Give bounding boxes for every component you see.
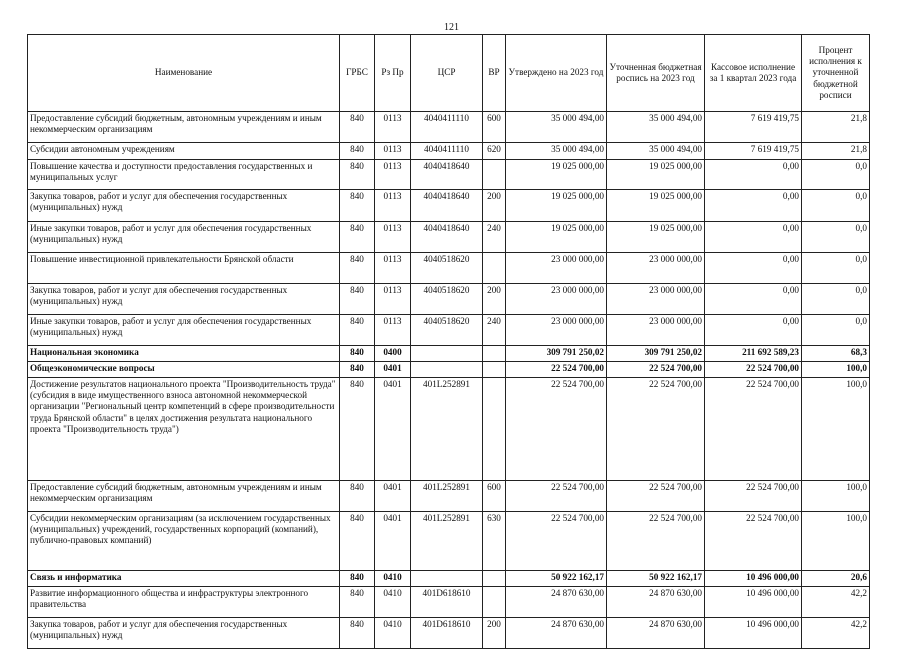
cell-approved: 35 000 494,00 <box>506 112 607 143</box>
cell-grbs: 840 <box>340 284 375 315</box>
table-row <box>28 481 870 512</box>
cell-csr: 401D618610 <box>411 587 483 618</box>
cell-refined: 35 000 494,00 <box>607 112 705 143</box>
cell-csr: 4040411110 <box>411 112 483 143</box>
table-row <box>28 571 870 587</box>
cell-vr: 620 <box>483 143 506 160</box>
cell-refined: 23 000 000,00 <box>607 253 705 284</box>
cell-refined: 309 791 250,02 <box>607 346 705 362</box>
cell-percent: 20,6 <box>802 571 870 587</box>
cell-name: Иные закупки товаров, работ и услуг для обеспечения государственных (муниципальных) нужд <box>28 315 340 346</box>
cell-refined: 35 000 494,00 <box>607 143 705 160</box>
cell-grbs: 840 <box>340 315 375 346</box>
cell-rzpr: 0113 <box>375 315 411 346</box>
cell-executed: 22 524 700,00 <box>705 378 802 481</box>
cell-approved: 19 025 000,00 <box>506 160 607 190</box>
cell-name: Предоставление субсидий бюджетным, автономным учреждениям и иным некоммерческим организациям <box>28 481 340 512</box>
table-row <box>28 284 870 315</box>
cell-name: Общеэкономические вопросы <box>28 362 340 378</box>
cell-percent: 42,2 <box>802 618 870 649</box>
table-row <box>28 222 870 253</box>
cell-grbs: 840 <box>340 112 375 143</box>
cell-refined: 50 922 162,17 <box>607 571 705 587</box>
cell-approved: 24 870 630,00 <box>506 587 607 618</box>
table-row <box>28 512 870 571</box>
cell-name: Национальная экономика <box>28 346 340 362</box>
cell-vr: 600 <box>483 481 506 512</box>
cell-refined: 19 025 000,00 <box>607 190 705 222</box>
cell-csr: 401L252891 <box>411 481 483 512</box>
cell-percent: 0,0 <box>802 315 870 346</box>
cell-vr: 240 <box>483 222 506 253</box>
cell-vr: 200 <box>483 284 506 315</box>
cell-percent: 100,0 <box>802 378 870 481</box>
cell-approved: 35 000 494,00 <box>506 143 607 160</box>
cell-rzpr: 0410 <box>375 587 411 618</box>
cell-executed: 0,00 <box>705 315 802 346</box>
header-name: Наименование <box>28 35 340 112</box>
cell-approved: 309 791 250,02 <box>506 346 607 362</box>
cell-executed: 10 496 000,00 <box>705 587 802 618</box>
cell-rzpr: 0410 <box>375 571 411 587</box>
cell-csr: 4040518620 <box>411 253 483 284</box>
cell-executed: 7 619 419,75 <box>705 112 802 143</box>
cell-rzpr: 0113 <box>375 143 411 160</box>
cell-rzpr: 0401 <box>375 512 411 571</box>
cell-refined: 23 000 000,00 <box>607 315 705 346</box>
cell-vr: 200 <box>483 190 506 222</box>
cell-rzpr: 0400 <box>375 346 411 362</box>
cell-grbs: 840 <box>340 190 375 222</box>
header-approved: Утверждено на 2023 год <box>506 35 607 112</box>
cell-csr: 4040518620 <box>411 315 483 346</box>
cell-percent: 21,8 <box>802 143 870 160</box>
table-row <box>28 378 870 481</box>
cell-csr: 4040418640 <box>411 190 483 222</box>
cell-grbs: 840 <box>340 618 375 649</box>
cell-grbs: 840 <box>340 481 375 512</box>
cell-rzpr: 0113 <box>375 112 411 143</box>
cell-executed: 7 619 419,75 <box>705 143 802 160</box>
cell-name: Повышение качества и доступности предоставления государственных и муниципальных услуг <box>28 160 340 190</box>
header-grbs: ГРБС <box>340 35 375 112</box>
cell-refined: 22 524 700,00 <box>607 362 705 378</box>
table-row <box>28 143 870 160</box>
table-row <box>28 315 870 346</box>
cell-grbs: 840 <box>340 362 375 378</box>
cell-csr: 401L252891 <box>411 378 483 481</box>
cell-executed: 211 692 589,23 <box>705 346 802 362</box>
header-percent: Процент исполнения к уточненной бюджетной росписи <box>802 35 870 112</box>
cell-executed: 0,00 <box>705 190 802 222</box>
cell-percent: 0,0 <box>802 160 870 190</box>
cell-approved: 22 524 700,00 <box>506 481 607 512</box>
cell-rzpr: 0401 <box>375 362 411 378</box>
cell-rzpr: 0113 <box>375 222 411 253</box>
cell-name: Иные закупки товаров, работ и услуг для обеспечения государственных (муниципальных) нужд <box>28 222 340 253</box>
cell-rzpr: 0113 <box>375 284 411 315</box>
cell-csr: 4040418640 <box>411 222 483 253</box>
cell-grbs: 840 <box>340 571 375 587</box>
cell-vr <box>483 160 506 190</box>
cell-approved: 23 000 000,00 <box>506 284 607 315</box>
cell-name: Закупка товаров, работ и услуг для обеспечения государственных (муниципальных) нужд <box>28 618 340 649</box>
cell-csr <box>411 346 483 362</box>
cell-vr <box>483 253 506 284</box>
cell-name: Закупка товаров, работ и услуг для обеспечения государственных (муниципальных) нужд <box>28 190 340 222</box>
cell-name: Субсидии автономным учреждениям <box>28 143 340 160</box>
cell-executed: 0,00 <box>705 222 802 253</box>
cell-percent: 0,0 <box>802 253 870 284</box>
header-refined: Уточненная бюджетная роспись на 2023 год <box>607 35 705 112</box>
cell-approved: 23 000 000,00 <box>506 253 607 284</box>
cell-grbs: 840 <box>340 378 375 481</box>
cell-approved: 24 870 630,00 <box>506 618 607 649</box>
cell-approved: 22 524 700,00 <box>506 512 607 571</box>
cell-csr <box>411 362 483 378</box>
cell-percent: 100,0 <box>802 481 870 512</box>
cell-name: Повышение инвестиционной привлекательности Брянской области <box>28 253 340 284</box>
cell-rzpr: 0113 <box>375 253 411 284</box>
cell-percent: 68,3 <box>802 346 870 362</box>
cell-approved: 50 922 162,17 <box>506 571 607 587</box>
cell-grbs: 840 <box>340 512 375 571</box>
cell-refined: 22 524 700,00 <box>607 512 705 571</box>
cell-vr <box>483 587 506 618</box>
cell-vr <box>483 346 506 362</box>
cell-refined: 24 870 630,00 <box>607 618 705 649</box>
cell-rzpr: 0410 <box>375 618 411 649</box>
cell-vr <box>483 362 506 378</box>
cell-approved: 19 025 000,00 <box>506 190 607 222</box>
cell-percent: 100,0 <box>802 362 870 378</box>
cell-grbs: 840 <box>340 253 375 284</box>
cell-refined: 22 524 700,00 <box>607 481 705 512</box>
table-row <box>28 112 870 143</box>
cell-percent: 0,0 <box>802 222 870 253</box>
cell-percent: 42,2 <box>802 587 870 618</box>
cell-refined: 19 025 000,00 <box>607 160 705 190</box>
table-row <box>28 587 870 618</box>
cell-approved: 23 000 000,00 <box>506 315 607 346</box>
cell-vr: 630 <box>483 512 506 571</box>
cell-refined: 22 524 700,00 <box>607 378 705 481</box>
cell-executed: 0,00 <box>705 284 802 315</box>
cell-refined: 23 000 000,00 <box>607 284 705 315</box>
table-row <box>28 253 870 284</box>
cell-approved: 22 524 700,00 <box>506 362 607 378</box>
cell-percent: 0,0 <box>802 284 870 315</box>
page-number: 121 <box>444 22 459 33</box>
header-rzpr: Рз Пр <box>375 35 411 112</box>
cell-csr: 4040411110 <box>411 143 483 160</box>
cell-rzpr: 0113 <box>375 190 411 222</box>
table-body <box>28 112 870 649</box>
cell-executed: 0,00 <box>705 253 802 284</box>
cell-name: Закупка товаров, работ и услуг для обеспечения государственных (муниципальных) нужд <box>28 284 340 315</box>
header-executed: Кассовое исполнение за 1 квартал 2023 года <box>705 35 802 112</box>
cell-vr: 600 <box>483 112 506 143</box>
cell-rzpr: 0401 <box>375 378 411 481</box>
cell-rzpr: 0401 <box>375 481 411 512</box>
table-row <box>28 160 870 190</box>
table-row <box>28 346 870 362</box>
cell-csr: 401L252891 <box>411 512 483 571</box>
cell-refined: 24 870 630,00 <box>607 587 705 618</box>
cell-rzpr: 0113 <box>375 160 411 190</box>
cell-grbs: 840 <box>340 143 375 160</box>
cell-executed: 22 524 700,00 <box>705 362 802 378</box>
cell-executed: 22 524 700,00 <box>705 481 802 512</box>
header-csr: ЦСР <box>411 35 483 112</box>
cell-name: Достижение результатов национального проекта "Производительность труда" (субсидия в виде имущественного взноса автономной некоммерческой организации "Региональный центр компетенций в сфере производительности труда Брянской области" в целях достижения результата национального проекта "Производительность труда") <box>28 378 340 481</box>
cell-csr: 4040518620 <box>411 284 483 315</box>
cell-grbs: 840 <box>340 587 375 618</box>
table-row <box>28 190 870 222</box>
cell-vr: 200 <box>483 618 506 649</box>
cell-name: Развитие информационного общества и инфраструктуры электронного правительства <box>28 587 340 618</box>
cell-executed: 0,00 <box>705 160 802 190</box>
cell-csr <box>411 571 483 587</box>
cell-executed: 10 496 000,00 <box>705 571 802 587</box>
table-row <box>28 618 870 649</box>
budget-table <box>27 34 870 649</box>
cell-name: Субсидии некоммерческим организациям (за исключением государственных (муниципальных) учреждений, государственных корпораций (компаний), публично-правовых компаний) <box>28 512 340 571</box>
cell-grbs: 840 <box>340 346 375 362</box>
cell-executed: 22 524 700,00 <box>705 512 802 571</box>
cell-percent: 0,0 <box>802 190 870 222</box>
cell-percent: 100,0 <box>802 512 870 571</box>
cell-refined: 19 025 000,00 <box>607 222 705 253</box>
table-row <box>28 362 870 378</box>
cell-csr: 401D618610 <box>411 618 483 649</box>
cell-csr: 4040418640 <box>411 160 483 190</box>
cell-grbs: 840 <box>340 160 375 190</box>
cell-name: Предоставление субсидий бюджетным, автономным учреждениям и иным некоммерческим организациям <box>28 112 340 143</box>
cell-grbs: 840 <box>340 222 375 253</box>
cell-vr <box>483 571 506 587</box>
cell-vr: 240 <box>483 315 506 346</box>
cell-approved: 19 025 000,00 <box>506 222 607 253</box>
header-vr: ВР <box>483 35 506 112</box>
cell-vr <box>483 378 506 481</box>
cell-percent: 21,8 <box>802 112 870 143</box>
cell-approved: 22 524 700,00 <box>506 378 607 481</box>
cell-executed: 10 496 000,00 <box>705 618 802 649</box>
cell-name: Связь и информатика <box>28 571 340 587</box>
table-header-row <box>28 35 870 112</box>
